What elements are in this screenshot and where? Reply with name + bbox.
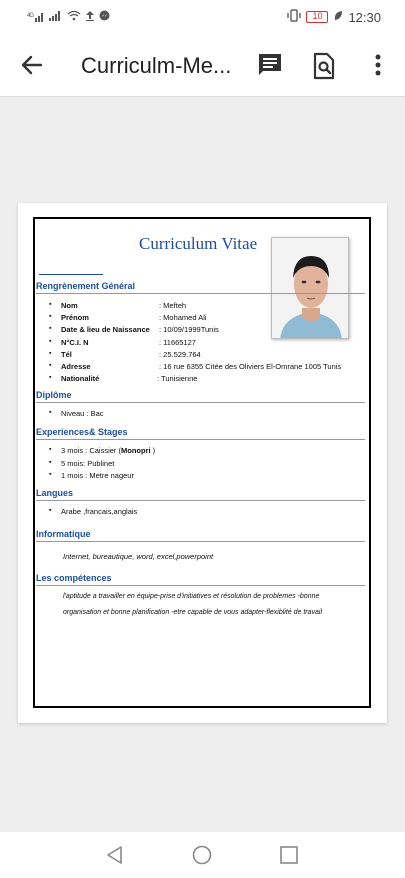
- nav-recents-icon[interactable]: [278, 844, 300, 866]
- general-info-value: : Tunisienne: [157, 374, 198, 384]
- general-info-value: : 16 rue 6355 Citée des Oliviers El-Omrane 1005 Tunis: [159, 362, 342, 371]
- skills-text-line-1: l'aptitude a travailler en équipe-prise d'initiatives et résolution de problemes -bonne: [63, 593, 320, 600]
- section-skills-heading: Les compétences: [36, 573, 365, 586]
- general-info-row: [61, 313, 207, 323]
- leaf-icon: [333, 10, 343, 25]
- status-right: [287, 9, 381, 25]
- languages-item: ▪ Arabe ,francais,anglais: [61, 507, 137, 516]
- diploma-item: ▪ Niveau : Bac: [61, 409, 104, 418]
- general-info-value: : Mohamed Ali: [159, 313, 207, 323]
- signal-icon: [49, 10, 63, 24]
- general-info-row: [61, 374, 198, 384]
- general-info-value: : Mefteh: [159, 301, 187, 310]
- comment-icon[interactable]: [257, 52, 283, 78]
- general-info-row: [61, 337, 196, 347]
- find-in-page-icon[interactable]: [311, 52, 337, 80]
- app-bar: [0, 34, 405, 97]
- experience-item: [61, 471, 134, 480]
- wifi-icon: [67, 10, 81, 24]
- experience-item: [61, 459, 114, 468]
- general-info-label: Prénom: [61, 313, 89, 323]
- section-general-heading: Rengrènement Général: [36, 281, 365, 294]
- title-underline: [39, 274, 103, 275]
- vibrate-icon: [287, 9, 301, 25]
- skills-text-line-2: organisation et bonne planification -etre capable de vous adapter-flexiblité de travail: [63, 609, 323, 616]
- status-left: [27, 10, 110, 24]
- document-title: Curriculm-Me...: [81, 53, 232, 78]
- general-info-row: [61, 349, 201, 359]
- experience-text: 1 mois : Metre nageur: [61, 471, 134, 480]
- nav-back-icon[interactable]: [104, 844, 126, 866]
- battery-icon: 10: [306, 11, 328, 23]
- clock-time: 12:30: [348, 9, 381, 25]
- general-info-value: : 25.529.764: [159, 349, 201, 359]
- general-info-label: Nom: [61, 301, 78, 310]
- general-info-label: Adresse: [61, 362, 91, 371]
- experience-text: 5 mois: Publinet: [61, 458, 115, 468]
- general-info-label: N°C.I. N: [61, 337, 89, 347]
- cv-frame: [33, 217, 371, 708]
- experience-text: 3 mois : Caissier (: [61, 446, 122, 455]
- system-nav-bar: [0, 832, 405, 878]
- general-info-row: [61, 325, 219, 335]
- experience-suffix: ): [150, 446, 156, 455]
- section-it-heading: Informatique: [36, 529, 365, 542]
- svg-text:4G: 4G: [27, 12, 34, 19]
- back-arrow-icon[interactable]: [19, 52, 45, 78]
- signal-4g-icon: [27, 11, 45, 24]
- section-diploma-heading: Diplôme: [36, 390, 365, 403]
- it-skills-text: Internet, bureautique, word, excel,powerpoint: [63, 552, 214, 561]
- general-info-label: Date & lieu de Naissance: [61, 325, 150, 335]
- general-info-row: [61, 362, 342, 371]
- section-languages-heading: Langues: [36, 488, 365, 501]
- upload-icon: [85, 10, 95, 24]
- general-info-label: Nationalité: [61, 374, 100, 384]
- nav-home-icon[interactable]: [191, 844, 213, 866]
- general-info-value: : 10/09/1999Tunis: [159, 325, 219, 335]
- more-options-icon[interactable]: [370, 52, 386, 80]
- experience-item: [61, 446, 155, 455]
- messenger-icon: [99, 10, 110, 24]
- experience-employer: Monopri: [121, 446, 151, 455]
- status-bar: [0, 0, 405, 34]
- general-info-row: [61, 301, 187, 310]
- document-page[interactable]: [18, 203, 387, 723]
- section-experience-heading: Experiences& Stages: [36, 427, 365, 440]
- general-info-value: : 11665127: [159, 337, 196, 347]
- cv-title: Curriculum Vitae: [139, 234, 258, 253]
- general-info-label: Tél: [61, 349, 72, 359]
